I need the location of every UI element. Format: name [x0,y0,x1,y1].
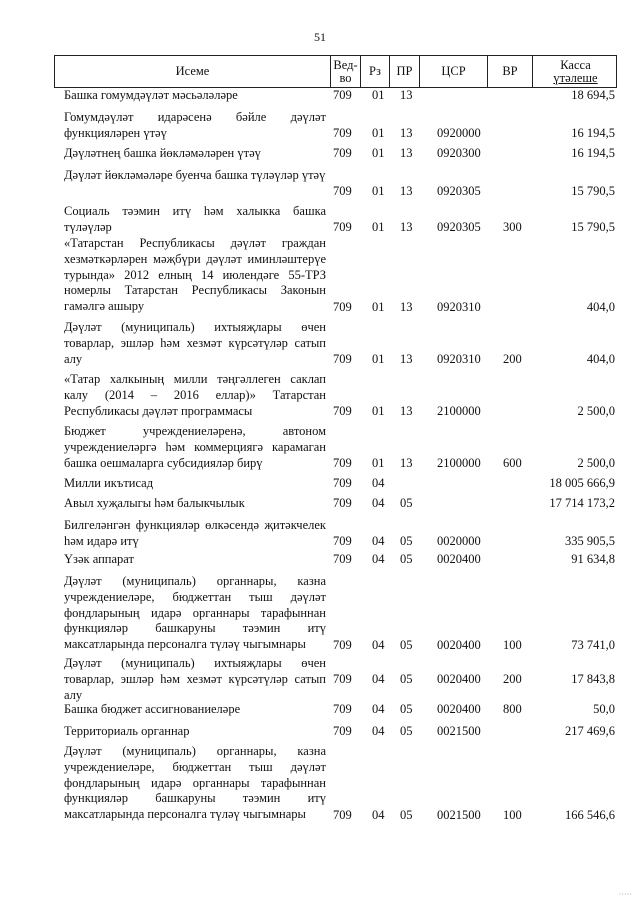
row-name: Дәүләт (муниципаль) органнары, казна учреждениеләре, бюджеттан тыш дәүләт фондларының идарә органнары тарафыннан функцияләр башкаруны тәэмин итү максатларында персоналга түләү чыгымнары [64,744,326,822]
row-department-code: 709 [333,126,352,141]
table-row [0,146,640,162]
row-amount: 17 714 173,2 [549,496,615,511]
row-target-article-code: 0920310 [437,300,481,315]
row-subsection-code: 05 [400,724,413,739]
row-section-code: 04 [372,552,385,567]
row-expense-type-code: 100 [503,808,522,823]
row-subsection-code: 13 [400,220,413,235]
row-name: Дәүләт (муниципаль) ихтыяҗлары өчен товарлар, эшләр һәм хезмәт күрсәтүләр сатып алу [64,656,326,702]
row-subsection-code: 05 [400,496,413,511]
row-subsection-code: 13 [400,126,413,141]
row-name: Дәүләт йөкләмәләре буенча башка түләүләр үтәү [64,168,326,182]
row-section-code: 01 [372,184,385,199]
row-amount: 15 790,5 [571,184,615,199]
row-target-article-code: 0920300 [437,146,481,161]
row-expense-type-code: 300 [503,220,522,235]
row-amount: 18 694,5 [571,88,615,103]
row-name: Башка бюджет ассигнованиеләре [64,702,241,716]
row-amount: 217 469,6 [565,724,615,739]
row-name: Авыл хуҗалыгы һәм балыкчылык [64,496,245,510]
row-name: Милли икътисад [64,476,154,490]
row-amount: 73 741,0 [571,638,615,653]
row-target-article-code: 0920305 [437,184,481,199]
row-section-code: 01 [372,300,385,315]
table-row [0,236,640,316]
row-subsection-code: 05 [400,638,413,653]
row-subsection-code: 13 [400,146,413,161]
row-name: «Татарстан Республикасы дәүләт граждан хезмәткәрләрен мәҗбүри дәүләт иминләштерүе турында» 2012 елның 14 июлендәге 55-ТРЗ номерлы Татарстан Республикасы Законын гамәлгә ашыру [64,236,326,314]
row-section-code: 04 [372,702,385,717]
row-subsection-code: 05 [400,552,413,567]
row-name: Гомумдәүләт идарәсенә бәйле дәүләт функцияләрен үтәү [64,110,326,140]
row-department-code: 709 [333,352,352,367]
row-name: Социаль тәэмин итү һәм халыкка башка түләүләр [64,204,326,234]
row-amount: 18 005 666,9 [549,476,615,491]
row-department-code: 709 [333,300,352,315]
row-department-code: 709 [333,220,352,235]
row-section-code: 01 [372,126,385,141]
row-name: Территориаль органнар [64,724,190,738]
row-section-code: 04 [372,808,385,823]
table-row [0,424,640,472]
header-section: Рз [361,56,390,87]
table-row [0,518,640,550]
row-amount: 404,0 [586,300,615,315]
table-row [0,574,640,654]
row-amount: 15 790,5 [571,220,615,235]
row-target-article-code: 0020400 [437,552,481,567]
table-row [0,656,640,702]
row-subsection-code: 13 [400,300,413,315]
row-amount: 50,0 [593,702,615,717]
table-row [0,744,640,824]
row-expense-type-code: 600 [503,456,522,471]
row-name: Башка гомумдәүләт мәсьәләләре [64,88,238,102]
table-row [0,88,640,104]
row-department-code: 709 [333,146,352,161]
row-department-code: 709 [333,638,352,653]
row-expense-type-code: 800 [503,702,522,717]
row-target-article-code: 2100000 [437,404,481,419]
row-target-article-code: 0020000 [437,534,481,549]
row-subsection-code: 05 [400,534,413,549]
row-subsection-code: 05 [400,702,413,717]
row-department-code: 709 [333,404,352,419]
table-row [0,372,640,420]
row-section-code: 01 [372,456,385,471]
row-amount: 16 194,5 [571,126,615,141]
row-department-code: 709 [333,184,352,199]
row-amount: 335 905,5 [565,534,615,549]
row-name: Бюджет учреждениеләренә, автоном учреждениеләргә һәм коммерциягә карамаган башка оешмаларга субсидияләр бирү [64,424,326,470]
row-target-article-code: 0021500 [437,724,481,739]
row-name: Дәүләт (муниципаль) органнары, казна учреждениеләре, бюджеттан тыш дәүләт фондларының идарә органнары тарафыннан функцияләр башкаруны тәэмин итү максатларында персоналга түләү чыгымнары [64,574,326,652]
header-name: Исеме [55,56,331,87]
row-target-article-code: 2100000 [437,456,481,471]
row-subsection-code: 13 [400,88,413,103]
row-section-code: 01 [372,404,385,419]
row-target-article-code: 0020400 [437,702,481,717]
page-number: 51 [314,30,326,44]
row-section-code: 04 [372,534,385,549]
row-section-code: 01 [372,220,385,235]
header-target-article: ЦСР [420,56,488,87]
header-cash-line2: үтәлеше [553,70,598,85]
row-department-code: 709 [333,476,352,491]
row-department-code: 709 [333,88,352,103]
header-subsection: ПР [390,56,420,87]
row-expense-type-code: 100 [503,638,522,653]
row-department-code: 709 [333,724,352,739]
row-target-article-code: 0021500 [437,808,481,823]
row-expense-type-code: 200 [503,352,522,367]
row-name: Үзәк аппарат [64,552,134,566]
row-name: «Татар халкының милли тәңгәллеген саклап калу (2014 – 2016 еллар)» Татарстан Республикасы дәүләт программасы [64,372,326,418]
row-section-code: 01 [372,88,385,103]
header-cash-line1: Касса [560,57,591,72]
row-section-code: 01 [372,146,385,161]
row-amount: 2 500,0 [577,456,615,471]
row-section-code: 04 [372,638,385,653]
row-department-code: 709 [333,672,352,687]
row-amount: 91 634,8 [571,552,615,567]
row-section-code: 04 [372,672,385,687]
table-row [0,320,640,368]
row-department-code: 709 [333,808,352,823]
row-department-code: 709 [333,552,352,567]
table-row [0,168,640,200]
table-row [0,702,640,718]
row-target-article-code: 0020400 [437,672,481,687]
scan-mark: ····· [618,890,632,899]
row-subsection-code: 05 [400,808,413,823]
row-subsection-code: 13 [400,456,413,471]
row-section-code: 04 [372,476,385,491]
row-section-code: 04 [372,724,385,739]
row-department-code: 709 [333,456,352,471]
row-name: Билгеләнгән функцияләр өлкәсендә җитәкчелек һәм идарә итү [64,518,326,548]
table-header [54,55,617,88]
row-amount: 2 500,0 [577,404,615,419]
row-target-article-code: 0920000 [437,126,481,141]
row-subsection-code: 13 [400,184,413,199]
row-subsection-code: 13 [400,404,413,419]
table-row [0,552,640,568]
row-department-code: 709 [333,702,352,717]
row-target-article-code: 0920305 [437,220,481,235]
table-row [0,204,640,236]
header-department: Вед-во [331,56,361,87]
row-amount: 16 194,5 [571,146,615,161]
row-department-code: 709 [333,534,352,549]
table-row [0,476,640,492]
row-department-code: 709 [333,496,352,511]
row-amount: 166 546,6 [565,808,615,823]
table-row [0,496,640,512]
row-subsection-code: 13 [400,352,413,367]
row-expense-type-code: 200 [503,672,522,687]
row-section-code: 01 [372,352,385,367]
row-amount: 17 843,8 [571,672,615,687]
row-name: Дәүләт (муниципаль) ихтыяҗлары өчен товарлар, эшләр һәм хезмәт күрсәтүләр сатып алу [64,320,326,366]
table-row [0,724,640,740]
row-name: Дәүләтнең башка йөкләмәләрен үтәү [64,146,261,160]
row-subsection-code: 05 [400,672,413,687]
header-expense-type: ВР [488,56,533,87]
row-section-code: 04 [372,496,385,511]
row-target-article-code: 0920310 [437,352,481,367]
row-amount: 404,0 [586,352,615,367]
row-target-article-code: 0020400 [437,638,481,653]
header-cash-execution [533,56,618,87]
table-row [0,110,640,142]
